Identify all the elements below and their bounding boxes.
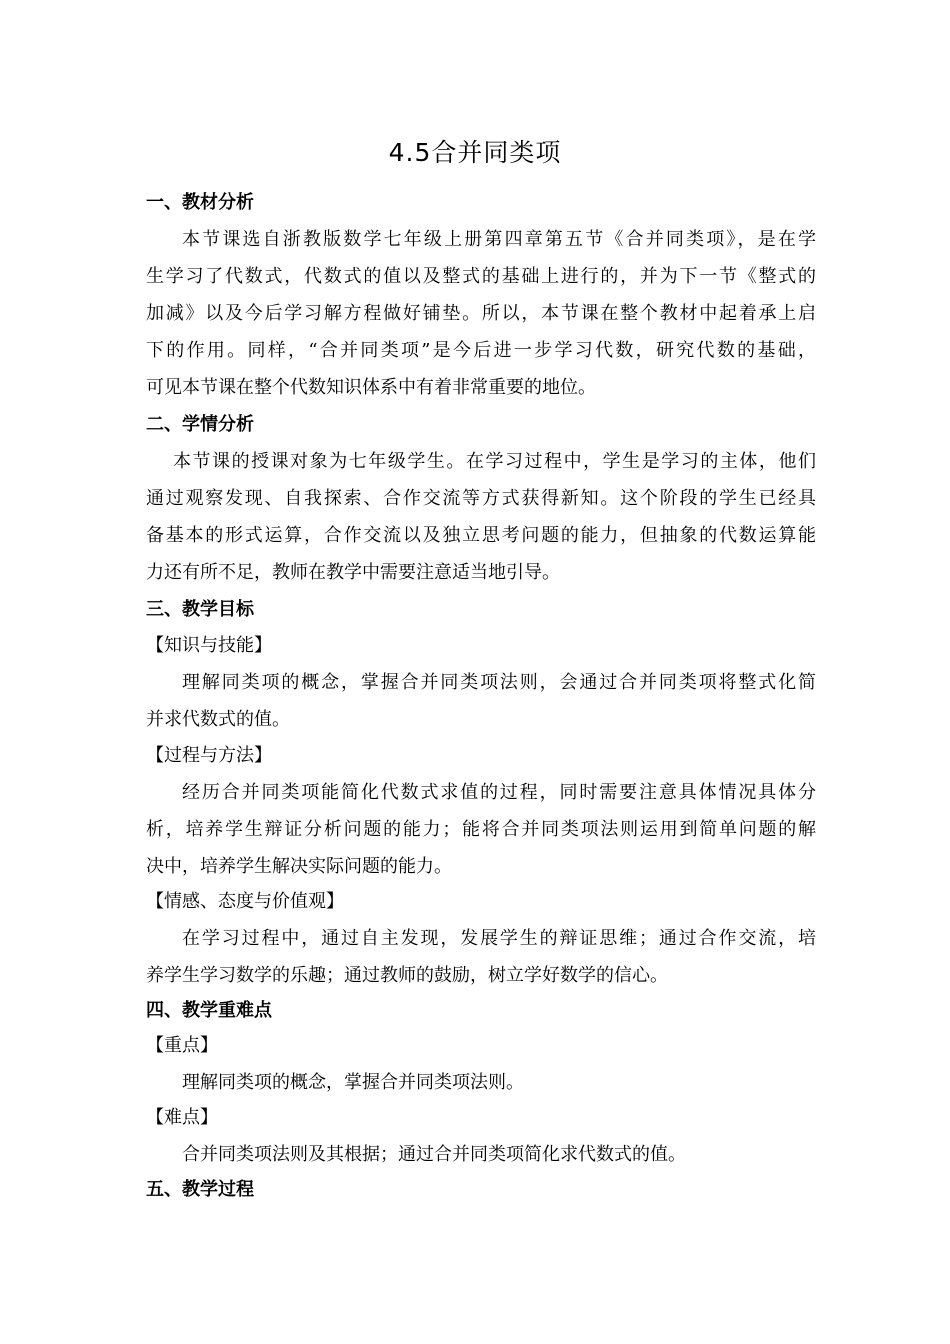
paragraph-line: 养学生学习数学的乐趣；通过教师的鼓励，树立学好数学的信心。 [146,965,668,986]
section-heading-teaching-process: 五、教学过程 [146,1179,254,1200]
subheading-emotion-values: 【情感、态度与价值观】 [146,891,344,912]
paragraph-line: 力还有所不足，教师在教学中需要注意适当地引导。 [146,562,560,583]
paragraph-line: 加减》以及今后学习解方程做好铺垫。所以，本节课在整个教材中起着承上启 [146,303,816,324]
section-heading-key-difficult-points: 四、教学重难点 [146,1000,272,1021]
paragraph-line: 可见本节课在整个代数知识体系中有着非常重要的地位。 [146,377,596,398]
paragraph-line: 并求代数式的值。 [146,709,290,730]
paragraph-line: 理解同类项的概念，掌握合并同类项法则。 [182,1072,524,1093]
subheading-process-methods: 【过程与方法】 [146,745,272,766]
section-heading-textbook-analysis: 一、教材分析 [146,192,254,213]
section-heading-student-analysis: 二、学情分析 [146,414,254,435]
paragraph-line: 决中，培养学生解决实际问题的能力。 [146,856,452,877]
paragraph-line: 理解同类项的概念，掌握合并同类项法则，会通过合并同类项将整式化简 [182,672,816,693]
paragraph-line: 在学习过程中，通过自主发现，发展学生的辩证思维；通过合作交流，培 [182,928,816,949]
subheading-knowledge-skills: 【知识与技能】 [146,635,272,656]
paragraph-line: 本节课的授课对象为七年级学生。在学习过程中，学生是学习的主体，他们 [173,451,816,472]
document-title: 4.5合并同类项 [388,138,562,167]
paragraph-line: 通过观察发现、自我探索、合作交流等方式获得新知。这个阶段的学生已经具 [146,488,816,509]
subheading-key-points: 【重点】 [146,1035,218,1056]
paragraph-line: 经历合并同类项能简化代数式求值的过程，同时需要注意具体情况具体分 [182,782,816,803]
paragraph-line: 备基本的形式运算，合作交流以及独立思考问题的能力，但抽象的代数运算能 [146,525,816,546]
paragraph-line: 本节课选自浙教版数学七年级上册第四章第五节《合并同类项》，是在学 [182,229,816,250]
section-heading-teaching-goals: 三、教学目标 [146,599,254,620]
subheading-difficult-points: 【难点】 [146,1107,218,1128]
paragraph-line: 生学习了代数式，代数式的值以及整式的基础上进行的，并为下一节《整式的 [146,266,816,287]
paragraph-line: 析，培养学生辩证分析问题的能力；能将合并同类项法则运用到简单问题的解 [146,819,816,840]
paragraph-line: 合并同类项法则及其根据；通过合并同类项简化求代数式的值。 [182,1144,686,1165]
paragraph-line: 下的作用。同样，“合并同类项”是今后进一步学习代数，研究代数的基础， [146,340,816,361]
